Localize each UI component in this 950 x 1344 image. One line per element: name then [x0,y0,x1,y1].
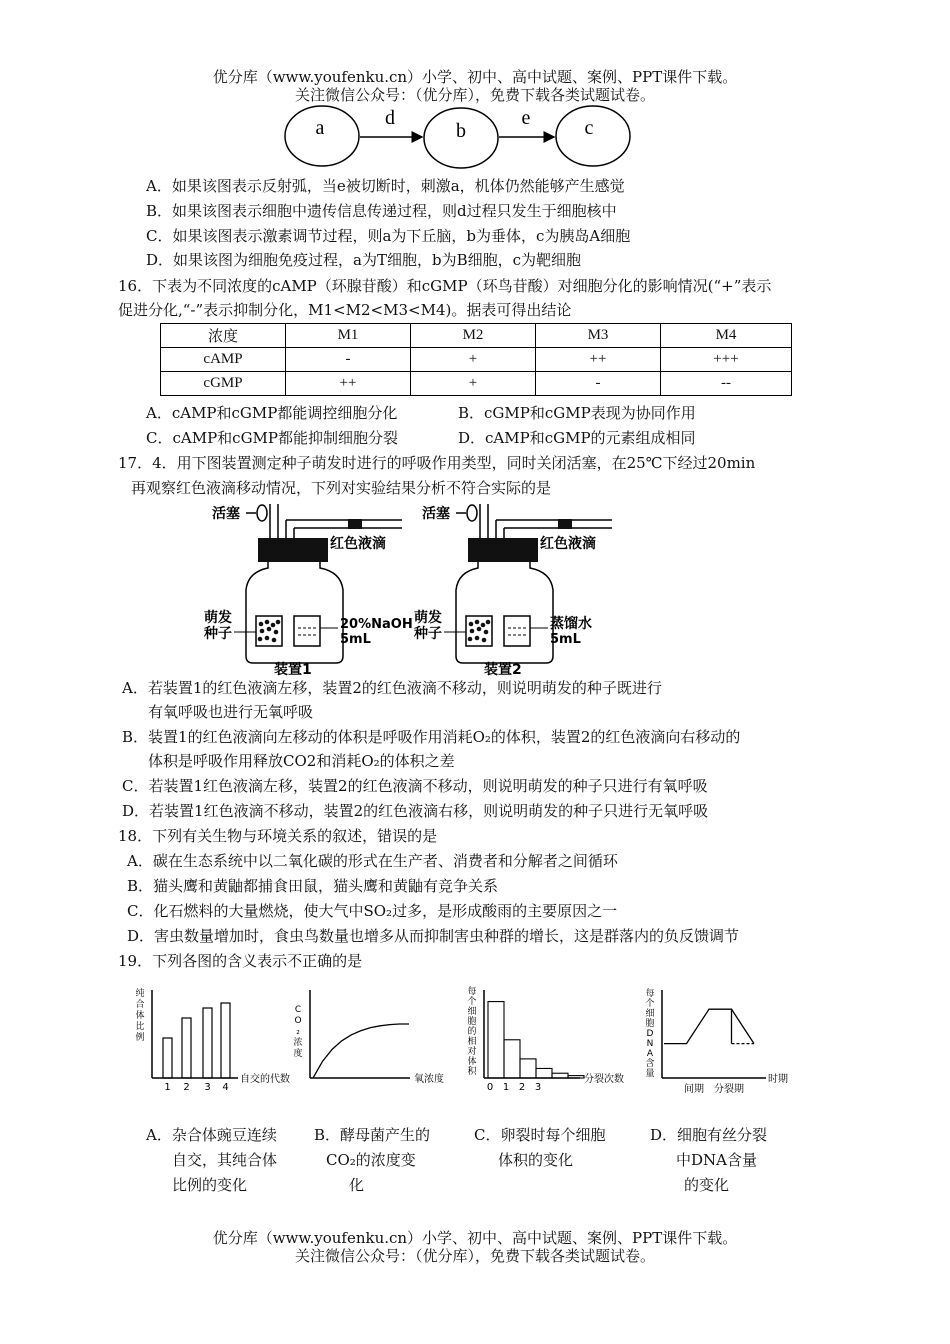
table-cell: ++ [536,348,661,372]
table-cell: ++ [286,372,411,396]
q15-option-c: C．如果该图表示激素调节过程，则a为下丘脑，b为垂体，c为胰岛A细胞 [146,227,631,245]
q15-option-a: A．如果该图表示反射弧，当e被切断时，刺激a，机体仍然能够产生感觉 [146,177,625,195]
chart-b-series-line [313,1024,409,1078]
svg-text:个: 个 [645,999,655,1009]
svg-text:积: 积 [467,1067,477,1077]
q19-stem: 19．下列各图的含义表示不正确的是 [118,952,363,970]
footer-line-1: 优分库（www.youfenku.cn）小学、初中、高中试题、案例、PPT课件下载。 [212,1229,738,1247]
table-cell: +++ [661,348,792,372]
node-a-label: a [315,117,325,139]
caption-b-line-2: CO₂的浓度变 [326,1151,416,1169]
apparatus-2-caption: 装置2 [484,662,522,676]
svg-text:细: 细 [645,1009,655,1019]
table-header-cell: 浓度 [161,324,286,348]
chart-c-bar [520,1059,536,1078]
chart-c-tick-label: 2 [518,1082,526,1093]
chart-c-bar [568,1076,584,1078]
chart-a-bar [203,1008,212,1078]
svg-text:₂: ₂ [296,1027,300,1037]
caption-b-line-1: B．酵母菌产生的 [314,1126,431,1144]
caption-d-line-1: D．细胞有丝分裂 [650,1126,768,1144]
apparatus-1-liquid-label-2: 5mL [340,632,371,647]
chart-a-tick-label: 4 [222,1082,229,1093]
q18-option-c: C．化石燃料的大量燃烧，使大气中SO₂过多，是形成酸雨的主要原因之一 [127,902,618,920]
svg-text:A: A [646,1049,654,1059]
q18-option-a: A．碳在生态系统中以二氧化碳的形式在生产者、消费者和分解者之间循环 [127,852,618,870]
q17-stem-line-2: 再观察红色液滴移动情况，下列对实验结果分析不符合实际的是 [131,479,552,497]
chart-c-tick-label: 1 [502,1082,510,1093]
q18-stem: 18．下列有关生物与环境关系的叙述，错误的是 [118,827,438,845]
q17-option-a-line-1: A．若装置1的红色液滴左移，装置2的红色液滴不移动，则说明萌发的种子既进行 [122,679,662,697]
caption-c-line-1: C．卵裂时每个细胞 [474,1126,606,1144]
svg-text:纯: 纯 [135,989,145,999]
caption-a-line-3: 比例的变化 [172,1176,248,1194]
svg-text:度: 度 [293,1049,303,1059]
svg-text:体: 体 [467,1057,477,1067]
table-cell: cGMP [161,372,286,396]
table-cell: + [411,348,536,372]
table-header-cell: M2 [411,324,536,348]
svg-text:细: 细 [467,1007,477,1017]
apparatus-2-seeds-label-1: 萌发 [414,610,442,626]
q17-apparatus-figure [190,498,620,676]
q16-stem-line-1: 16．下表为不同浓度的cAMP（环腺苷酸）和cGMP（环鸟苷酸）对细胞分化的影响情况(“+”表示 [118,277,772,295]
svg-text:O: O [294,1016,302,1026]
q17-option-d: D．若装置1红色液滴不移动，装置2的红色液滴右移，则说明萌发的种子只进行无氧呼吸 [122,802,709,820]
chart-c-bar [536,1068,552,1078]
svg-text:比: 比 [135,1022,145,1032]
chart-c [462,982,632,1094]
svg-text:D: D [646,1029,654,1039]
svg-text:N: N [646,1039,654,1049]
apparatus-2-drop-label: 红色液滴 [540,536,596,552]
q18-option-d: D．害虫数量增加时，食虫鸟数量也增多从而抑制害虫种群的增长，这是群落内的负反馈调节 [127,927,740,945]
header-line-2: 关注微信公众号：（优分库），免费下载各类试题试卷。 [294,86,655,104]
table-header-cell: M3 [536,324,661,348]
svg-text:相: 相 [467,1037,477,1047]
svg-text:胞: 胞 [645,1019,655,1029]
apparatus-1 [203,504,413,676]
valve-icon [467,505,477,521]
node-c-label: c [584,117,594,139]
chart-d-phase-2: 分裂期 [714,1084,744,1094]
q17-option-b-line-2: 体积是呼吸作用释放CO2和消耗O₂的体积之差 [148,752,455,770]
chart-d-ylabel [645,987,654,1079]
apparatus-2 [413,504,612,676]
chart-c-tick-label: 0 [486,1082,494,1093]
table-header-cell: M1 [286,324,411,348]
table-cell: cAMP [161,348,286,372]
valve-icon [257,505,267,521]
q16-option-b: B．cGMP和cGMP表现为协同作用 [458,404,696,422]
table-header-row [161,324,792,348]
svg-text:浓: 浓 [293,1038,303,1048]
chart-d-xlabel: 时期 [768,1074,788,1085]
apparatus-2-liquid-label-1: 蒸馏水 [550,616,592,632]
svg-text:C: C [294,1005,302,1015]
chart-b-ylabel [293,1005,302,1059]
footer-line-2: 关注微信公众号：（优分库），免费下载各类试题试卷。 [294,1247,655,1265]
arrow-e-label: e [521,107,531,129]
chart-a-ylabel [135,987,144,1043]
table-cell: -- [661,372,792,396]
svg-text:对: 对 [467,1047,477,1057]
caption-d-line-3: 的变化 [684,1176,730,1194]
svg-text:例: 例 [135,1033,145,1043]
q17-stem-line-1: 17．4．用下图装置测定种子萌发时进行的呼吸作用类型，同时关闭活塞，在25℃下经过20min [118,454,756,472]
caption-b-line-3: 化 [349,1176,365,1194]
svg-text:体: 体 [135,1011,145,1021]
q15-option-d: D．如果该图为细胞免疫过程，a为T细胞，b为B细胞，c为靶细胞 [146,251,582,269]
q17-option-c: C．若装置1红色液滴左移，装置2的红色液滴不移动，则说明萌发的种子只进行有氧呼吸 [122,777,708,795]
caption-a-line-1: A．杂合体豌豆连续 [146,1126,277,1144]
q15-option-b: B．如果该图表示细胞中遗传信息传递过程，则d过程只发生于细胞核中 [146,202,617,220]
table-header-cell: M4 [661,324,792,348]
svg-text:每: 每 [467,987,477,997]
q16-option-c: C．cAMP和cGMP都能抑制细胞分裂 [146,429,398,447]
q16-table [160,323,792,396]
chart-c-bar [488,1002,504,1078]
caption-d-line-2: 中DNA含量 [676,1151,757,1169]
chart-d-series-line [664,1009,754,1043]
q17-option-b-line-1: B．装置1的红色液滴向左移动的体积是呼吸作用消耗O₂的体积，装置2的红色液滴向右移动的 [122,728,741,746]
chart-a-bar [221,1003,230,1078]
svg-text:个: 个 [467,997,477,1007]
table-cell: - [536,372,661,396]
chart-c-xlabel: 分裂次数 [584,1074,624,1085]
red-drop-2 [558,519,572,529]
chart-a-tick-label: 3 [204,1082,211,1093]
chart-c-tick-label: 3 [534,1082,542,1093]
chart-b [288,982,458,1094]
chart-a-bar [163,1038,172,1078]
table-cell: - [286,348,411,372]
caption-c-line-2: 体积的变化 [498,1151,574,1169]
chart-d [640,982,800,1094]
arrow-d-label: d [385,107,395,129]
red-drop-1 [348,519,362,529]
apparatus-1-seeds-label-1: 萌发 [204,610,232,626]
chart-a [130,982,303,1094]
stopper-2 [468,538,538,562]
table-row [161,372,792,396]
apparatus-1-seeds-label-2: 种子 [204,626,232,642]
stopper-1 [258,538,328,562]
svg-text:含: 含 [645,1059,655,1069]
apparatus-1-valve-label: 活塞 [212,506,240,522]
caption-a-line-2: 自交，其纯合体 [172,1151,278,1169]
q16-option-d: D．cAMP和cGMP的元素组成相同 [458,429,696,447]
svg-text:每: 每 [645,989,655,999]
table-cell: + [411,372,536,396]
svg-text:合: 合 [135,1000,145,1010]
q17-option-a-line-2: 有氧呼吸也进行无氧呼吸 [148,703,314,721]
flow-diagram [280,104,640,174]
apparatus-1-liquid-label-1: 20%NaOH [340,617,413,632]
chart-c-ylabel [467,985,477,1077]
q16-option-a: A．cAMP和cGMP都能调控细胞分化 [146,404,398,422]
q18-option-b: B．猫头鹰和黄鼬都捕食田鼠，猫头鹰和黄鼬有竞争关系 [127,877,499,895]
svg-text:胞: 胞 [467,1017,477,1027]
chart-a-tick-label: 2 [183,1082,190,1093]
chart-b-xlabel: 氧浓度 [414,1074,444,1085]
table-row [161,348,792,372]
apparatus-2-seeds-label-2: 种子 [414,626,442,642]
flask-2 [456,562,553,663]
apparatus-2-liquid-label-2: 5mL [550,632,581,647]
chart-a-bar [182,1018,191,1078]
q16-stem-line-2: 促进分化,“-”表示抑制分化，M1<M2<M3<M4)。据表可得出结论 [118,301,572,319]
chart-c-bar [504,1040,520,1078]
chart-a-tick-label: 1 [164,1082,171,1093]
apparatus-1-caption: 装置1 [274,662,312,676]
chart-d-phase-1: 间期 [684,1084,704,1094]
apparatus-1-drop-label: 红色液滴 [330,536,386,552]
flask-1 [246,562,343,663]
svg-text:量: 量 [645,1069,655,1079]
chart-a-xlabel: 自交的代数 [240,1074,290,1085]
svg-text:的: 的 [467,1027,477,1037]
apparatus-2-valve-label: 活塞 [422,506,450,522]
node-b-label: b [456,120,466,142]
header-line-1: 优分库（www.youfenku.cn）小学、初中、高中试题、案例、PPT课件下载。 [212,68,738,86]
